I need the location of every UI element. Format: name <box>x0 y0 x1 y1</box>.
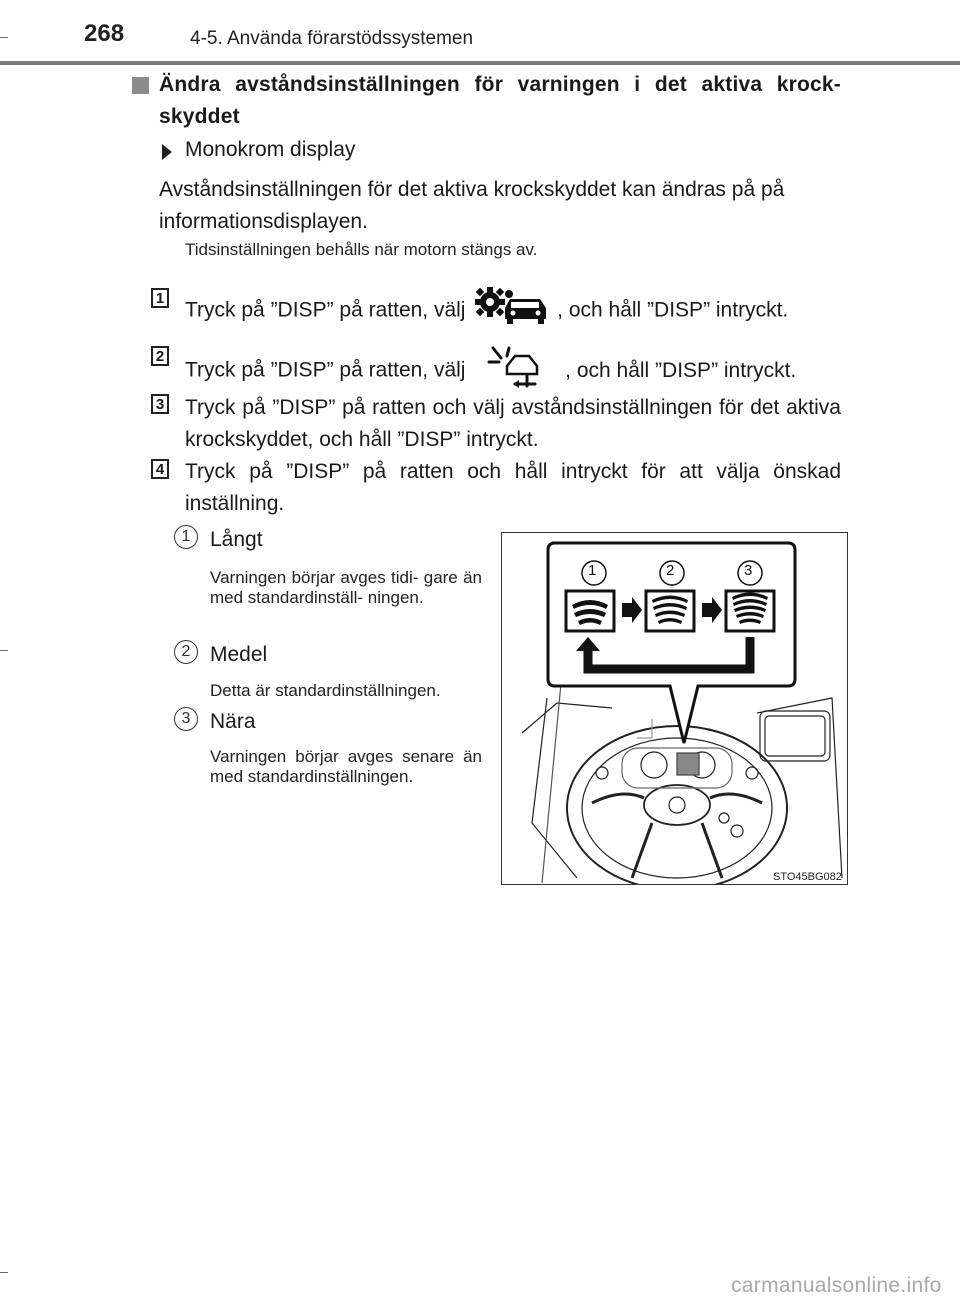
figure-callout-1: 1 <box>588 562 597 579</box>
step-2-text-before: Tryck på ”DISP” på ratten, välj <box>185 358 466 382</box>
settings-vehicle-icon <box>471 286 551 336</box>
step-number-4: 4 <box>151 459 169 479</box>
option-number-1: 1 <box>174 525 198 549</box>
step-1-text-before: Tryck på ”DISP” på ratten, välj <box>185 298 466 322</box>
option-number-3: 3 <box>174 707 198 731</box>
step-number-3: 3 <box>151 394 169 414</box>
instrument-figure <box>501 532 848 885</box>
note-text: Tidsinställningen behålls när motorn stängs av. <box>185 240 538 259</box>
option-label-2: Medel <box>210 643 268 666</box>
option-description-1: Varningen börjar avges tidi- gare än med standardinställ- ningen. <box>210 568 482 607</box>
option-label-3: Nära <box>210 710 256 733</box>
option-description-2: Detta är standardinställningen. <box>210 681 441 700</box>
figure-callout-2: 2 <box>666 562 675 579</box>
arrow-bullet-icon <box>162 144 172 160</box>
option-number-2: 2 <box>174 640 198 664</box>
section-title: 4-5. Använda förarstödssystemen <box>190 28 474 49</box>
crop-mark <box>0 1272 8 1273</box>
header-rule <box>0 61 960 65</box>
section-heading: Ändra avståndsinställningen för varningen i det aktiva krock- skyddet <box>159 73 841 128</box>
step-1-text <box>185 286 841 336</box>
step-number-1: 1 <box>151 288 169 308</box>
page-number: 268 <box>84 20 125 47</box>
body-paragraph: Avståndsinställningen för det aktiva krockskyddet kan ändras på på informationsdisplayen. <box>159 178 785 233</box>
option-label-1: Långt <box>210 528 263 551</box>
figure-illustration <box>502 533 847 884</box>
option-description-3: Varningen börjar avges senare än med standardinställningen. <box>210 747 482 786</box>
footer-watermark[interactable]: carmanualsonline.info <box>731 1274 942 1297</box>
step-2-text <box>185 344 841 398</box>
figure-code: STO45BG082 <box>773 871 842 883</box>
step-3-text: Tryck på ”DISP” på ratten och välj avståndsinställningen för det aktiva krockskyddet, och håll ”DISP” intryckt. <box>185 396 841 451</box>
sub-heading: Monokrom display <box>185 138 356 161</box>
step-number-2: 2 <box>151 346 169 366</box>
step-4-text: Tryck på ”DISP” på ratten och håll intryckt för att välja önskad inställning. <box>185 460 841 515</box>
step-1-text-after: , och håll ”DISP” intryckt. <box>557 298 789 322</box>
step-2-text-after: , och håll ”DISP” intryckt. <box>565 358 797 382</box>
crop-mark <box>0 37 8 38</box>
pre-collision-settings-icon <box>485 344 545 398</box>
heading-bullet-icon <box>132 77 149 94</box>
figure-callout-3: 3 <box>744 562 753 579</box>
crop-mark <box>0 650 8 651</box>
